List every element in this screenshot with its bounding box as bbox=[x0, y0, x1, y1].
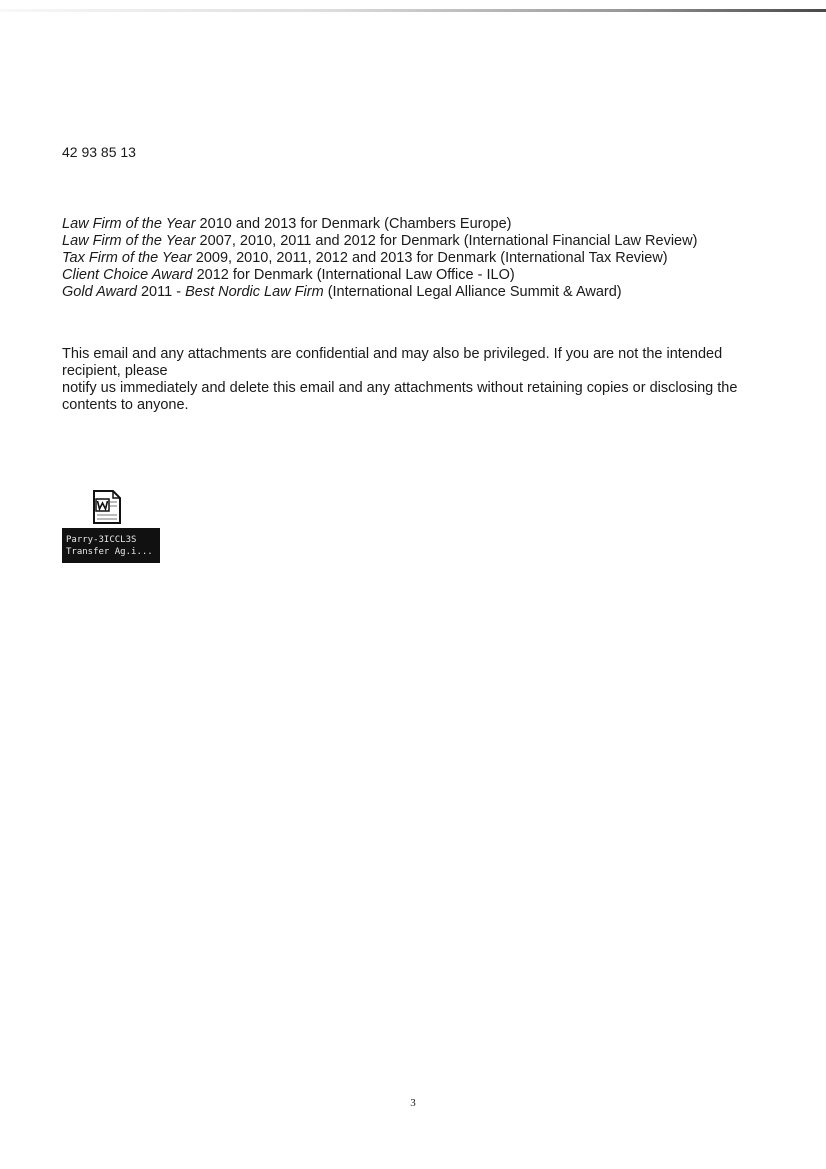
disclaimer-line: notify us immediately and delete this email and any attachments without retaining copies or disclosing the contents to anyone. bbox=[62, 380, 738, 413]
attachment-filename-line: Parry-3ICCL3S bbox=[66, 535, 137, 545]
award-text: 2010 and 2013 for Denmark (Chambers Europe) bbox=[195, 216, 512, 232]
award-line bbox=[62, 250, 762, 267]
award-line bbox=[62, 216, 762, 233]
award-text: (International Legal Alliance Summit & Award) bbox=[323, 284, 622, 300]
award-line bbox=[62, 267, 762, 284]
award-title: Tax Firm of the Year bbox=[62, 250, 192, 266]
word-document-icon[interactable] bbox=[92, 490, 122, 524]
award-title: Gold Award bbox=[62, 284, 137, 300]
phone-number: 42 93 85 13 bbox=[62, 144, 136, 160]
award-line bbox=[62, 233, 762, 250]
scan-edge-line bbox=[0, 9, 826, 12]
award-text: 2011 - bbox=[136, 284, 186, 300]
award-line bbox=[62, 284, 762, 301]
awards-list bbox=[62, 216, 762, 301]
page-number: 3 bbox=[410, 1097, 416, 1109]
award-text: 2009, 2010, 2011, 2012 and 2013 for Denmark (International Tax Review) bbox=[191, 250, 668, 266]
confidentiality-disclaimer bbox=[62, 346, 762, 414]
award-text: 2007, 2010, 2011 and 2012 for Denmark (International Financial Law Review) bbox=[195, 233, 698, 249]
attachment-filename[interactable] bbox=[62, 528, 160, 563]
award-title: Client Choice Award bbox=[62, 267, 193, 283]
attachment-filename-line: Transfer Ag.i... bbox=[66, 547, 153, 557]
award-text: 2012 for Denmark (International Law Office - ILO) bbox=[192, 267, 515, 283]
disclaimer-line: This email and any attachments are confidential and may also be privileged. If you are not the intended recipient, please bbox=[62, 346, 723, 379]
award-subtitle: Best Nordic Law Firm bbox=[185, 284, 324, 300]
award-title: Law Firm of the Year bbox=[62, 216, 196, 232]
award-title: Law Firm of the Year bbox=[62, 233, 196, 249]
